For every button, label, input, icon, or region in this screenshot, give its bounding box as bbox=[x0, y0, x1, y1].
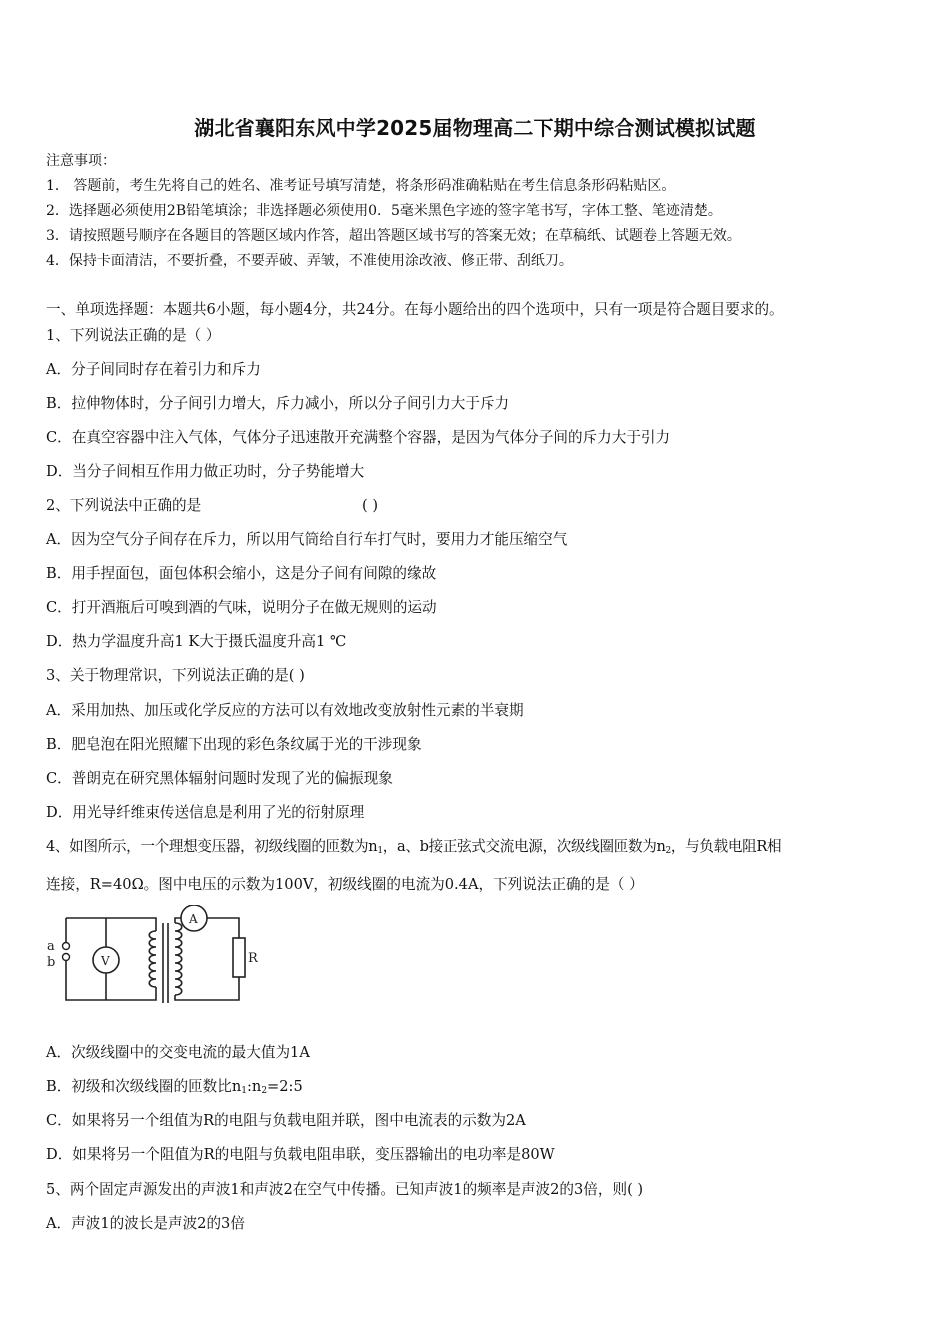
question-5-stem: 5、两个固定声源发出的声波1和声波2在空气中传播。已知声波1的频率是声波2的3倍，则( ) bbox=[46, 1181, 644, 1198]
question-3-option-c: C．普朗克在研究黑体辐射问题时发现了光的偏振现象 bbox=[46, 770, 393, 787]
question-4-option-d: D．如果将另一个阻值为R的电阻与负载电阻串联，变压器输出的电功率是80W bbox=[46, 1146, 555, 1163]
question-2-option-a: A．因为空气分子间存在斥力，所以用气筒给自行车打气时，要用力才能压缩空气 bbox=[46, 531, 568, 548]
section-heading: 一、单项选择题：本题共6小题，每小题4分，共24分。在每小题给出的四个选项中，只有一项是符合题目要求的。 bbox=[46, 301, 784, 318]
notice-heading: 注意事项： bbox=[46, 153, 116, 169]
question-3-option-a: A．采用加热、加压或化学反应的方法可以有效地改变放射性元素的半衰期 bbox=[46, 702, 524, 719]
question-2-option-c: C．打开酒瓶后可嗅到酒的气味，说明分子在做无规则的运动 bbox=[46, 599, 437, 616]
resistor-icon bbox=[233, 938, 245, 977]
terminal-b bbox=[63, 954, 70, 961]
question-2-stem: 2、下列说法中正确的是 bbox=[46, 497, 202, 514]
question-4-stem-line2: 连接，R=40Ω。图中电压的示数为100V，初级线圈的电流为0.4A，下列说法正确的是（ ） bbox=[46, 876, 644, 893]
page-title: 湖北省襄阳东风中学2025届物理高二下期中综合测试模拟试题 bbox=[194, 116, 756, 140]
notice-item: 2．选择题必须使用2B铅笔填涂；非选择题必须使用0．5毫米黑色字迹的签字笔书写，字体工整、笔迹清楚。 bbox=[46, 203, 722, 219]
question-2-option-d: D．热力学温度升高1 K大于摄氏温度升高1 ℃ bbox=[46, 633, 347, 650]
question-1-stem: 1、下列说法正确的是（ ） bbox=[46, 327, 221, 344]
question-2-option-b: B．用手捏面包，面包体积会缩小，这是分子间有间隙的缘故 bbox=[46, 565, 437, 582]
question-3-option-b: B．肥皂泡在阳光照耀下出现的彩色条纹属于光的干涉现象 bbox=[46, 736, 422, 753]
question-4-option-c: C．如果将另一个组值为R的电阻与负载电阻并联，图中电流表的示数为2A bbox=[46, 1112, 526, 1129]
question-2-blank: ( ) bbox=[362, 497, 379, 514]
question-1-option-c: C．在真空容器中注入气体，气体分子迅速散开充满整个容器，是因为气体分子间的斥力大于引力 bbox=[46, 429, 671, 446]
transformer-circuit-diagram bbox=[44, 905, 259, 1008]
notice-item: 3．请按照题号顺序在各题目的答题区域内作答，超出答题区域书写的答案无效；在草稿纸、试题卷上答题无效。 bbox=[46, 228, 741, 244]
question-4-stem: 4、如图所示，一个理想变压器，初级线圈的匝数为$n_1$，a、b接正弦式交流电源，次级线圈匝数为$n_2$，与负载电阻R相 bbox=[46, 838, 782, 856]
question-1-option-d: D．当分子间相互作用力做正功时，分子势能增大 bbox=[46, 463, 365, 480]
question-1-option-b: B．拉伸物体时，分子间引力增大，斥力减小，所以分子间引力大于斥力 bbox=[46, 395, 510, 412]
terminal-a bbox=[63, 943, 70, 950]
question-1-option-a: A．分子间同时存在着引力和斥力 bbox=[46, 361, 261, 378]
question-3-stem: 3、关于物理常识，下列说法正确的是( ) bbox=[46, 667, 305, 684]
question-4-option-a: A．次级线圈中的交变电流的最大值为1A bbox=[46, 1044, 310, 1061]
question-4-option-b: B．初级和次级线圈的匝数比$n_1:n_2=2:5$ bbox=[46, 1078, 303, 1096]
notice-item: 1． 答题前，考生先将自己的姓名、准考证号填写清楚，将条形码准确粘贴在考生信息条形码粘贴区。 bbox=[46, 178, 676, 194]
ammeter-label: A bbox=[189, 912, 198, 926]
label-a: a bbox=[47, 939, 55, 954]
resistor-label: R bbox=[248, 951, 258, 966]
label-b: b bbox=[47, 955, 56, 970]
voltmeter-label: V bbox=[101, 954, 110, 968]
question-5-option-a: A．声波1的波长是声波2的3倍 bbox=[46, 1215, 245, 1232]
question-3-option-d: D．用光导纤维束传送信息是利用了光的衍射原理 bbox=[46, 804, 365, 821]
notice-item: 4．保持卡面清洁，不要折叠，不要弄破、弄皱，不准使用涂改液、修正带、刮纸刀。 bbox=[46, 253, 573, 269]
